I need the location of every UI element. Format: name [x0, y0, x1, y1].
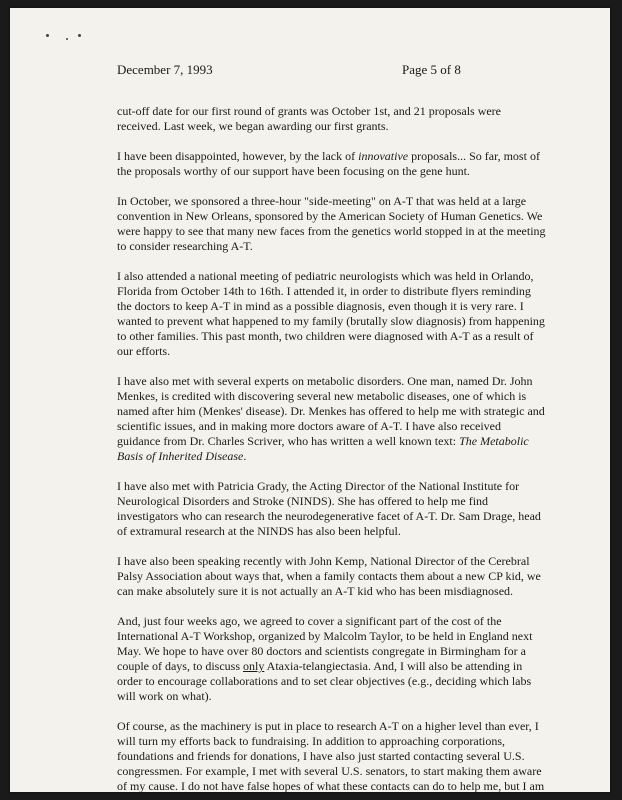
page-number: Page 5 of 8	[402, 62, 461, 77]
paragraph-metabolic-experts: I have also met with several experts on metabolic disorders. One man, named Dr. John Menkes, is credited with discovering several new metabolic diseases, one of which is named after him (Menkes' disease). Dr. Menkes has offered to help me with strategic and scientific issues, and in making more doctors aware of A-T. I have also received guidance from Dr. Charles Scriver, who has written a well known text: The Metabolic Basis of Inherited Disease.	[117, 374, 545, 463]
paragraph-ninds: I have also met with Patricia Grady, the Acting Director of the National Institute for Neurological Disorders and Stroke (NINDS). She has offered to help me find investigators who can research the neurodegenerative facet of A-T. Dr. Sam Drage, head of extramural research at the NINDS has also been helpful.	[117, 479, 541, 538]
letter-body	[117, 104, 547, 792]
paragraph-cerebral-palsy: I have also been speaking recently with John Kemp, National Director of the Cerebral Palsy Association about ways that, when a family contacts them about a new CP kid, we can make absolutely sure it is not actually an A-T kid who has been misdiagnosed.	[117, 554, 541, 598]
paragraph-side-meeting: In October, we sponsored a three-hour "side-meeting" on A-T that was held at a large convention in New Orleans, sponsored by the American Society of Human Genetics. We were happy to see that many new faces from the genetics world stopped in at the meeting to consider researching A-T.	[117, 194, 546, 253]
document-page	[10, 8, 610, 792]
letter-date: December 7, 1993	[117, 62, 213, 77]
paragraph-innovative-proposals: I have been disappointed, however, by the lack of innovative proposals... So far, most of the proposals worthy of our support have been focusing on the gene hunt.	[117, 149, 540, 178]
paragraph-pediatric-neurologists: I also attended a national meeting of pediatric neurologists which was held in Orlando, Florida from October 14th to 16th. I attended it, in order to distribute flyers reminding the doctors to keep A-T in mind as a possible diagnosis, even though it is very rare. I wanted to prevent what happened to my family (brutally slow diagnosis) from happening to other families. This past month, two children were diagnosed with A-T as a result of our efforts.	[117, 269, 545, 358]
paper-speck	[66, 38, 68, 40]
paper-speck	[78, 34, 81, 37]
book-title: The Metabolic Basis of Inherited Disease	[117, 434, 529, 463]
emphasis-innovative: innovative	[358, 149, 409, 163]
paragraph-grants-cutoff: cut-off date for our first round of grants was October 1st, and 21 proposals were received. Last week, we began awarding our first grants.	[117, 104, 502, 133]
paragraph-workshop: And, just four weeks ago, we agreed to cover a significant part of the cost of the International A-T Workshop, organized by Malcolm Taylor, to be held in England next May. We hope to have over 80 doctors and scientists congregate in Birmingham for a couple of days, to discuss only Ataxia-telangiectasia. And, I will also be attending in order to encourage collaborations and to set clear objectives (e.g., deciding which labs will work on what).	[117, 614, 533, 703]
paragraph-fundraising: Of course, as the machinery is put in place to research A-T on a higher level than ever, I will turn my efforts back to fundraising. In addition to approaching corporations, foundations and friends for donations, I have also just started contacting several U.S. congressmen. For example, I met with several U.S. senators, to start making them aware of my cause. I do not have false hopes of what these contacts can do to help me, but I am	[117, 719, 545, 792]
underlined-only: only	[242, 659, 265, 673]
paper-speck	[46, 34, 49, 37]
